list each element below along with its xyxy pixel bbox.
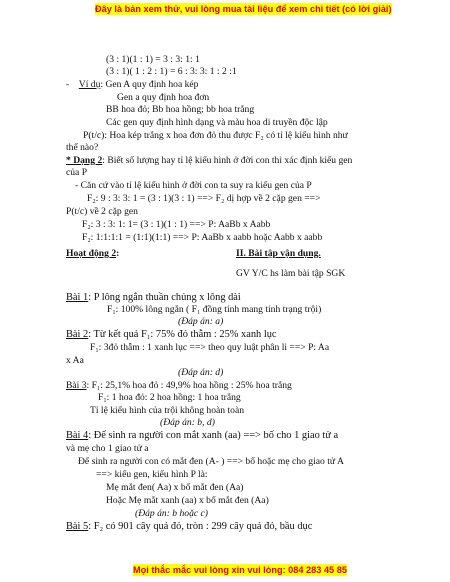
exercise-5-label: Bài 5 <box>66 521 89 532</box>
text-line: của P <box>66 167 88 178</box>
text-line: Gen a quy định hoa đơn <box>117 92 210 103</box>
header-banner: Đây là bản xem thử, vui lòng mua tài liệu để xem chi tiết (có lời giải) <box>95 4 392 14</box>
text-line: Hoặc Mẹ mắt xanh (aa) x bố mắt đen (Aa) <box>106 495 269 506</box>
type-2-heading: * Dạng 2 <box>66 155 103 166</box>
exercise-1-text: : P lông ngắn thuần chủng x lông dài <box>88 292 241 303</box>
exercise-3-text: : F₁: 25,1% hoa đỏ : 49,9% hoa hồng : 25% hoa trắng <box>86 380 292 391</box>
text-line: P(t/c) về 2 cặp gen <box>66 206 138 217</box>
exercise-line <box>66 292 241 304</box>
text-line: và mẹ cho 1 giao tử a <box>66 443 149 454</box>
example-text: : Gen A quy định hoa kép <box>100 79 199 90</box>
exercise-4-text: : Để sinh ra người con mắt xanh (aa) ==> bố cho 1 giao tử a <box>88 430 339 441</box>
text-line: F₂: 1:1:1:1 = (1:1)(1:1) ==> P: AaBb x aabb hoặc Aabb x aabb <box>82 232 323 243</box>
answer-line: (Đáp án: b, d) <box>160 417 215 428</box>
text-line: thế nào? <box>66 142 99 153</box>
footer-banner: Mọi thắc mắc vui lòng xin vui lòng: 084 283 45 85 <box>133 565 347 575</box>
answer-line: (Đáp án: d) <box>178 367 224 378</box>
exercise-line <box>66 329 277 341</box>
activity-2-label: Hoạt động 2 <box>66 248 117 259</box>
exercise-2-label: Bài 2 <box>66 329 89 340</box>
text-line: P(t/c): Hoa kép trắng x hoa đơn đỏ thu được F₂ có tỉ lệ kiểu hình như <box>83 130 348 141</box>
text-line: F₂: 9 : 3: 3: 1 = (3 : 1)(3 : 1) ==> F₂ dị hợp về 2 cặp gen ==> <box>87 193 321 204</box>
text-line: F₁: 100% lông ngắn ( F₁ đồng tính mang tính trạng trội) <box>107 304 322 315</box>
text-line: F₁: 3đỏ thẫm : 1 xanh lục ==> theo quy luật phân li ==> P: Aa <box>90 342 330 353</box>
exercise-1-label: Bài 1 <box>66 292 89 303</box>
text-line: F₂: 3 : 3: 1: 1= (3 : 1)(1 : 1) ==> P: AaBb x Aabb <box>82 219 271 230</box>
text-line: BB hoa đỏ; Bb hoa hồng; bb hoa trắng <box>106 104 255 115</box>
text-line: F₁: 1 hoa đỏ: 2 hoa hồng: 1 hoa trắng <box>98 392 241 403</box>
answer-line: (Đáp án: b hoặc c) <box>135 508 208 519</box>
text-line: - Căn cứ vào tỉ lệ kiểu hình ở đời con ta suy ra kiểu gen của P <box>75 180 312 191</box>
answer-line: (Đáp án: a) <box>178 316 224 327</box>
exercise-line <box>66 380 292 392</box>
text-line: (3 : 1)(1 : 1) = 3 : 3: 1: 1 <box>106 54 200 65</box>
type-2-text: : Biết số lượng hay tỉ lệ kiểu hình ở đời con thì xác định kiểu gen <box>102 155 353 166</box>
exercise-2-text: : Từ kết quả F₁: 75% đỏ thẫm : 25% xanh lục <box>88 329 277 340</box>
exercise-3-label: Bài 3 <box>66 380 87 391</box>
exercise-line <box>66 430 338 442</box>
bullet-dash: - <box>66 79 70 90</box>
text-line: x Aa <box>66 355 84 366</box>
activity-heading <box>66 248 119 260</box>
exercise-4-label: Bài 4 <box>66 430 89 441</box>
colon: : <box>116 248 120 259</box>
text-line: Mẹ mắt đen( Aa) x bố mắt đen (Aa) <box>106 482 244 493</box>
text-line: Để sinh ra người con có mắt đen (A- ) ==> bố hoặc mẹ cho giao tử A <box>78 456 344 467</box>
section-heading: II. Bài tập vận dụng. <box>236 248 321 259</box>
exercise-5-text: : F₂ có 901 cây quả đỏ, tròn : 299 cây quả đỏ, bầu dục <box>88 521 313 532</box>
text-line: Các gen quy định hình dạng và màu hoa di truyền độc lập <box>106 117 328 128</box>
text-line <box>66 79 198 91</box>
exercise-line <box>66 521 312 533</box>
text-line: ==> kiểu gen, kiểu hình P là: <box>96 469 208 480</box>
text-line: Tỉ lệ kiểu hình của trội không hoàn toàn <box>90 405 244 416</box>
example-label: Ví dụ <box>78 79 101 90</box>
text-line: (3 : 1)( 1 : 2 : 1) = 6 : 3: 3: 1 : 2 :1 <box>106 66 237 77</box>
text-line <box>66 155 352 167</box>
text-line: GV Y/C hs làm bài tập SGK <box>236 268 346 279</box>
